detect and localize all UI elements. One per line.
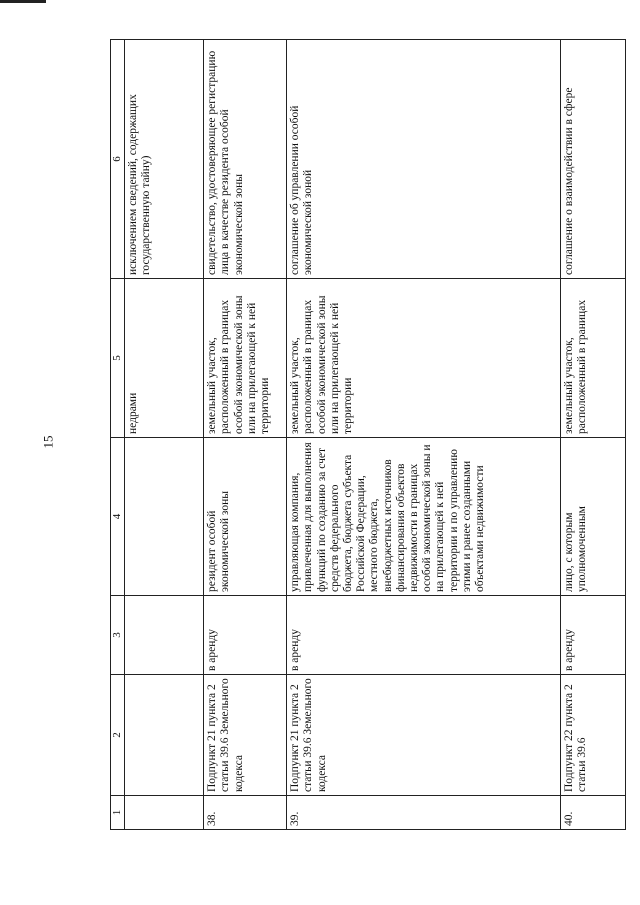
row-plot: земельный участок, расположенный в границах xyxy=(561,279,626,438)
document-page xyxy=(110,40,640,830)
row-docs: соглашение о взаимодействии в сфере xyxy=(561,40,626,279)
column-header: 1 xyxy=(111,796,125,830)
column-header: 6 xyxy=(111,40,125,279)
row-number: 40. xyxy=(561,796,626,830)
table-row xyxy=(287,40,561,830)
row-number xyxy=(125,796,204,830)
rotated-table-wrapper xyxy=(110,40,640,830)
row-docs: соглашение об управлении особой экономической зоной xyxy=(287,40,561,279)
table-header-row xyxy=(111,40,125,830)
row-basis: Подпункт 22 пункта 2 статьи 39.6 xyxy=(561,675,626,796)
row-party: резидент особой экономической зоны xyxy=(204,438,287,596)
row-party: лицо, с которым уполномоченным xyxy=(561,438,626,596)
table-row xyxy=(561,40,626,830)
table-row xyxy=(125,40,204,830)
row-plot: земельный участок, расположенный в границах особой экономической зоны или на прилегающей к ней территории xyxy=(204,279,287,438)
row-docs: свидетельство, удостоверяющее регистрацию лица в качестве резидента особой экономической зоны xyxy=(204,40,287,279)
column-header: 3 xyxy=(111,596,125,675)
row-basis: Подпункт 21 пункта 2 статьи 39.6 Земельного кодекса xyxy=(287,675,561,796)
row-form: в аренду xyxy=(561,596,626,675)
row-party xyxy=(125,438,204,596)
top-edge-mark xyxy=(0,0,46,3)
page-number: 15 xyxy=(40,435,56,449)
row-basis: Подпункт 21 пункта 2 статьи 39.6 Земельного кодекса xyxy=(204,675,287,796)
row-form: в аренду xyxy=(204,596,287,675)
row-docs: исключением сведений, содержащих государственную тайну) xyxy=(125,40,204,279)
row-number: 39. xyxy=(287,796,561,830)
column-header: 4 xyxy=(111,438,125,596)
column-header: 2 xyxy=(111,675,125,796)
row-number: 38. xyxy=(204,796,287,830)
row-form xyxy=(125,596,204,675)
row-basis xyxy=(125,675,204,796)
row-party: управляющая компания, привлеченная для выполнения функций по созданию за счет средств федерального бюджета, бюджета субъекта Российской Федерации, местного бюджета, внебюджетных источников финансирования объектов недвижимости в границах особой экономической зоны и на прилегающей к ней территории и по управлению этими и ранее созданными объектами недвижимости xyxy=(287,438,561,596)
row-plot: недрами xyxy=(125,279,204,438)
row-plot: земельный участок, расположенный в границах особой экономической зоны или на прилегающей к ней территории xyxy=(287,279,561,438)
table-row xyxy=(204,40,287,830)
land-plots-table xyxy=(110,39,626,830)
row-form: в аренду xyxy=(287,596,561,675)
column-header: 5 xyxy=(111,279,125,438)
